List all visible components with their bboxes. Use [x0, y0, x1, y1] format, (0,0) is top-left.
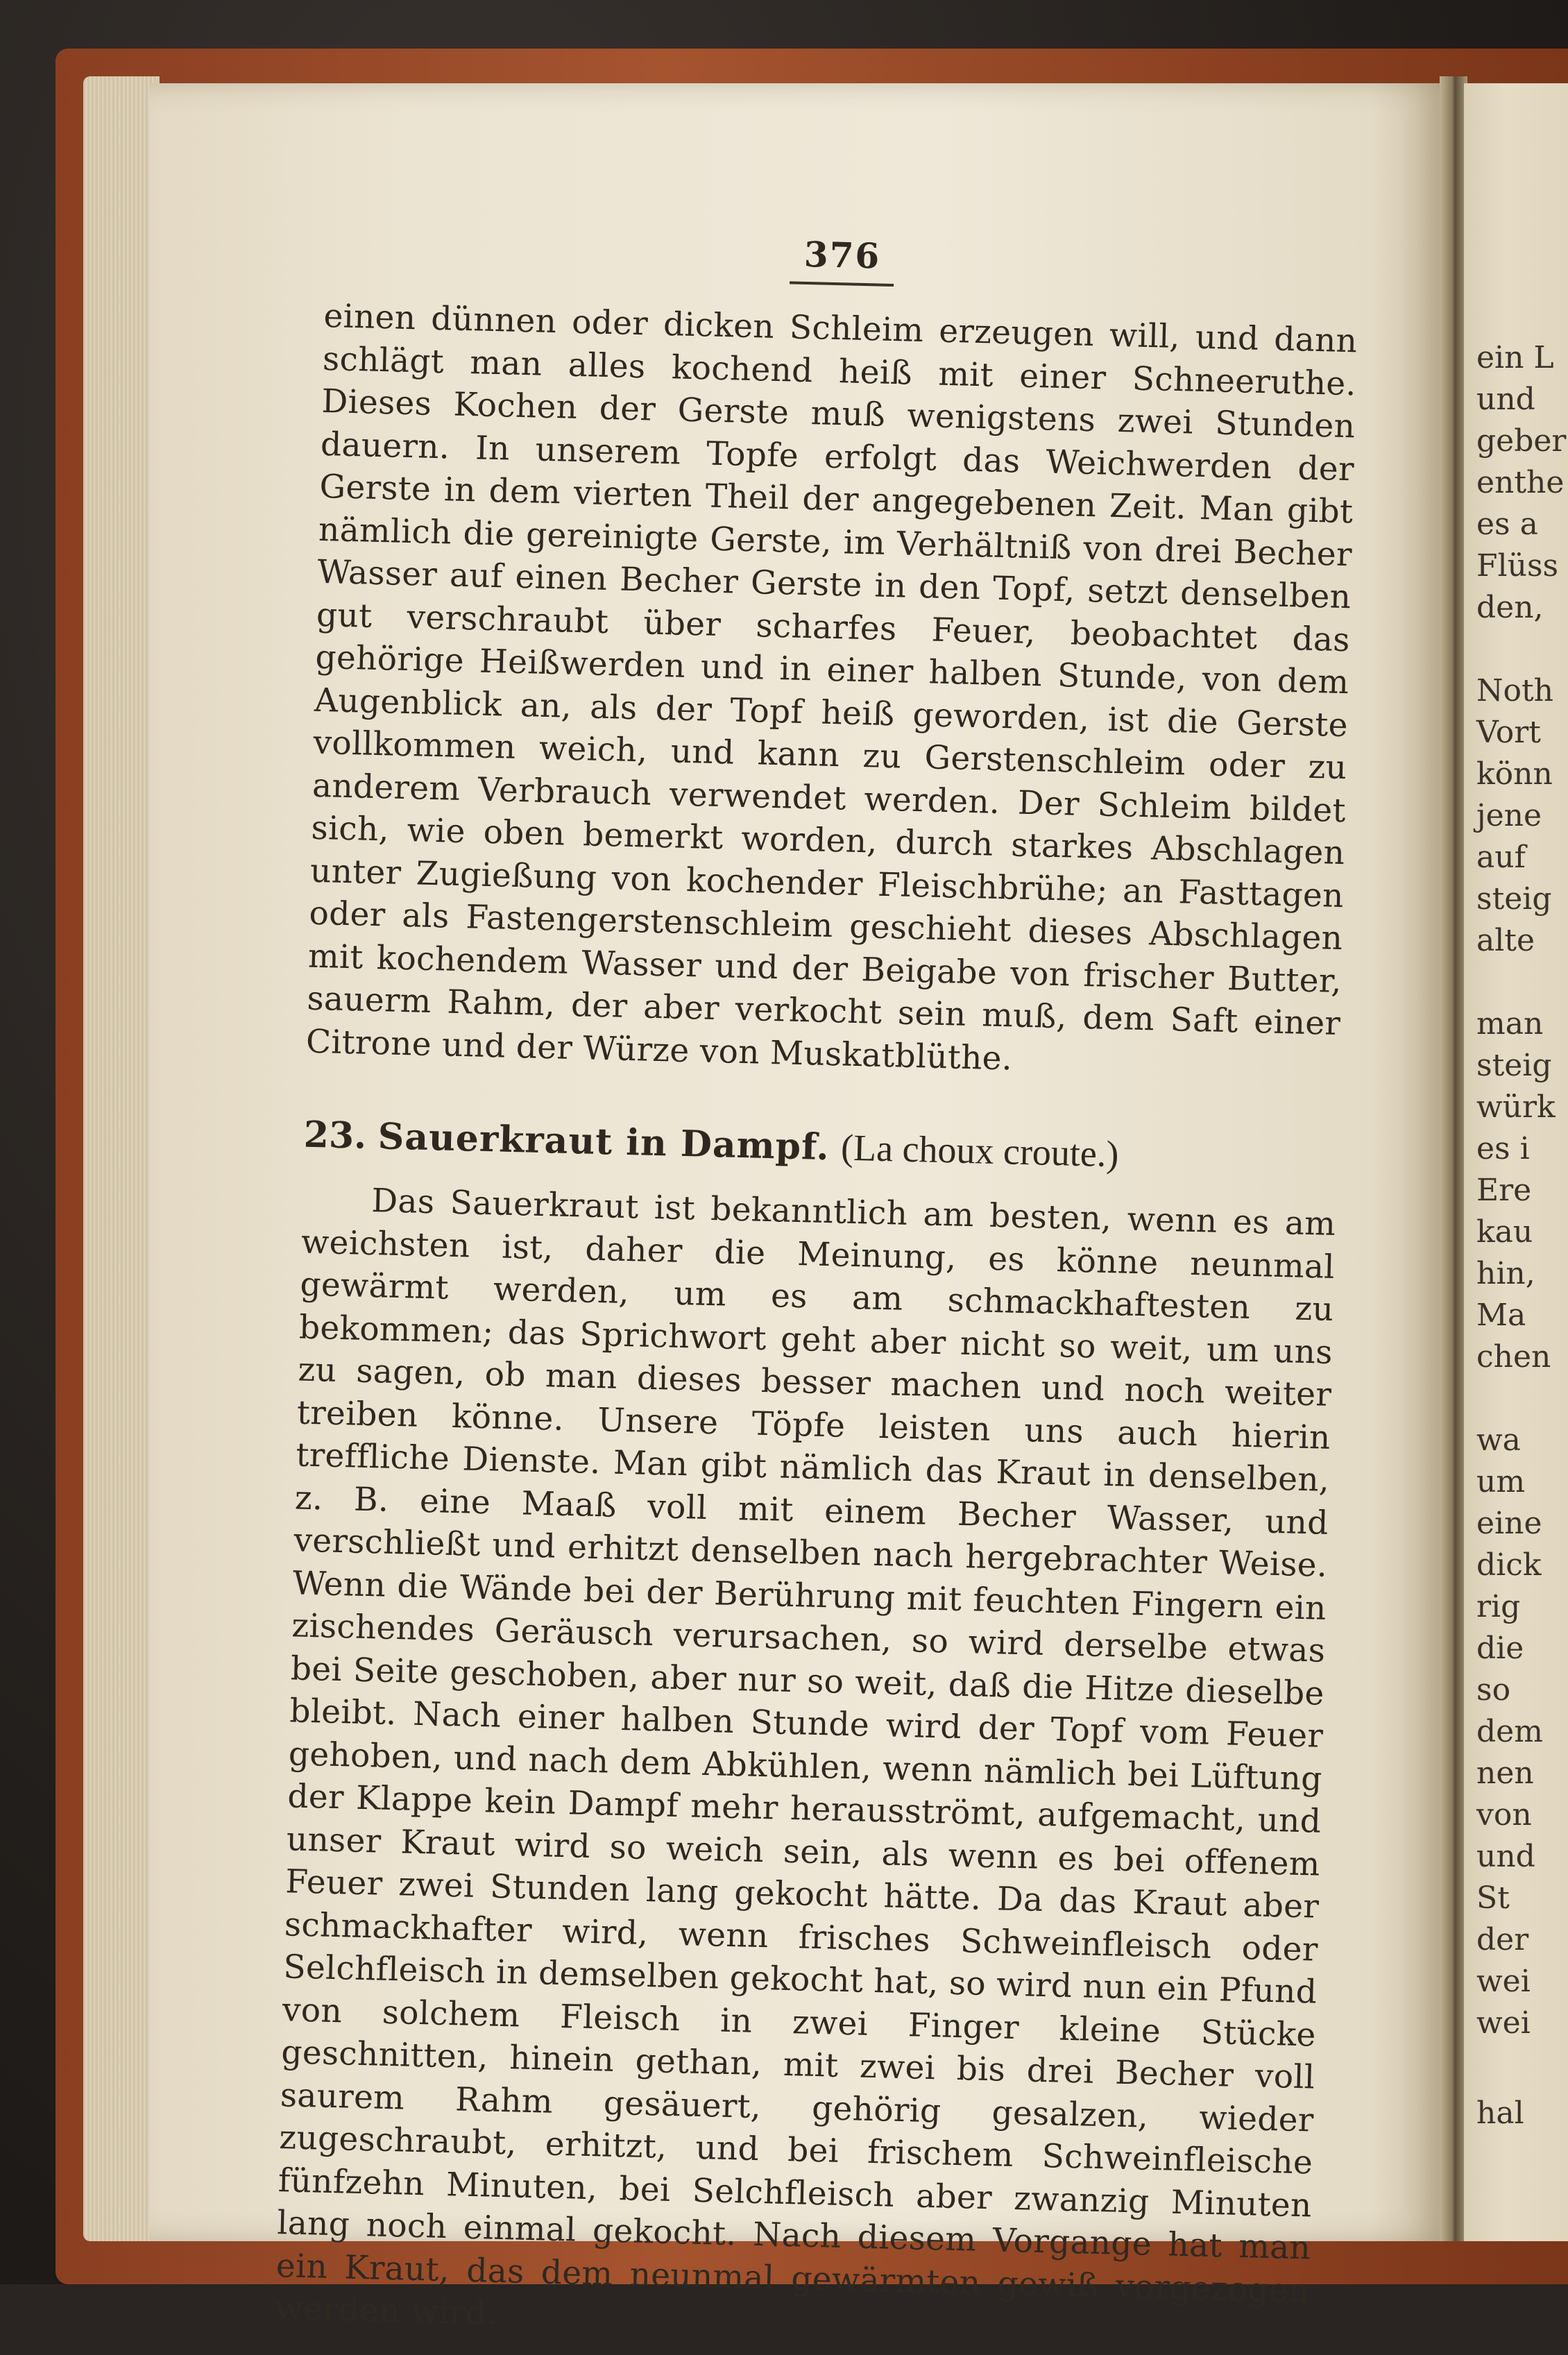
page-content: [275, 222, 1360, 2355]
facing-page-fragment: würk: [1476, 1089, 1556, 1125]
facing-page-fragment: von: [1476, 1797, 1532, 1833]
facing-page-fragment: wei: [1476, 1964, 1531, 1999]
facing-page-fragment: hin,: [1476, 1256, 1535, 1291]
facing-page: [1464, 83, 1568, 2241]
facing-page-fragment: es i: [1476, 1131, 1530, 1166]
facing-page-fragment: und: [1476, 382, 1535, 417]
facing-page-fragment: Noth: [1476, 673, 1554, 708]
facing-page-fragment: Ma: [1476, 1298, 1526, 1333]
facing-page-fragment: eine: [1476, 1506, 1542, 1541]
section-heading: [303, 1113, 1338, 1181]
facing-page-fragment: wei: [1476, 2005, 1531, 2041]
section-french-title: (La choux croute.): [840, 1126, 1120, 1175]
facing-page-fragment: chen: [1476, 1339, 1551, 1375]
facing-page-fragment: nen: [1476, 1755, 1534, 1791]
facing-page-fragment: jene: [1476, 798, 1542, 833]
facing-page-fragment: und: [1476, 1839, 1535, 1874]
page-number: 376: [803, 233, 881, 277]
facing-page-fragment: kau: [1476, 1214, 1533, 1250]
facing-page-fragment: St: [1476, 1880, 1510, 1916]
book-gutter: [1440, 76, 1467, 2241]
header-rule: [790, 281, 894, 287]
facing-page-fragment: auf: [1476, 840, 1526, 875]
body-paragraph: einen dünnen oder dicken Schleim erzeugen will, und dann schlägt man alles kochend heiß mit einer Schneeruthe. Dieses Kochen der Gerste muß wenigstens zwei Stunden dauern. In unserem Topfe erfolgt das Weichwerden der Gerste in dem vierten Theil der angegebenen Zeit. Man gibt nämlich die gereinigte Gerste, im Verhältniß von drei Becher Wasser auf einen Becher Gerste in den Topf, setzt denselben gut verschraubt über scharfes Feuer, beobachtet das gehörige Heißwerden und in einer halben Stunde, von dem Augenblick an, als der Topf heiß geworden, ist die Gerste vollkommen weich, und kann zu Gerstenschleim oder zu anderem Verbrauch verwendet werden. Der Schleim bildet sich, wie oben bemerkt worden, durch starkes Abschlagen unter Zugießung von kochender Fleischbrühe; an Fasttagen oder als Fastengerstenschleim geschieht dieses Abschlagen mit kochendem Wasser und der Beigabe von frischer Butter, sauerm Rahm, der aber verkocht sein muß, dem Saft einer Citrone und der Würze von Muskatblüthe.: [305, 296, 1358, 1078]
facing-page-fragment: alte: [1476, 923, 1535, 958]
body-paragraph: Das Sauerkraut ist bekanntlich am besten, wenn es am weichsten ist, daher die Meinung, es könne neunmal gewärmt werden, um es am schmackhaftesten zu bekommen; das Sprichwort geht aber nicht so weit, um uns zu sagen, ob man dieses besser machen und noch weiter treiben könne. Unsere Töpfe leisten uns auch hierin treffliche Dienste. Man gibt nämlich das Kraut in denselben, z. B. eine Maaß voll mit einem Becher Wasser, und verschließt und erhitzt denselben nach hergebrachter Weise. Wenn die Wände bei der Berührung mit feuchten Fingern ein zischendes Geräusch verursachen, so wird derselbe etwas bei Seite geschoben, aber nur so weit, daß die Hitze dieselbe bleibt. Nach einer halben Stunde wird der Topf vom Feuer gehoben, und nach dem Abkühlen, wenn nämlich bei Lüftung der Klappe kein Dampf mehr herausströmt, aufgemacht, und unser Kraut wird so weich sein, als wenn es bei offenem Feuer zwei Stunden lang gekocht hätte. Da das Kraut aber schmackhafter wird, wenn frisches Schweinfleisch oder Selchfleisch in demselben gekocht hat, so wird nun ein Pfund von solchem Fleisch in zwei Finger kleine Stücke geschnitten, hinein gethan, mit zwei bis drei Becher voll saurem Rahm gesäuert, gehörig gesalzen, wieder zugeschraubt, erhitzt, und bei frischem Schweinfleische fünfzehn Minuten, bei Selchfleisch aber zwanzig Minuten lang noch einmal gekocht. Nach diesem Vorgange hat man ein Kraut, das dem neunmal gewärmten gewiß vorgezogen werden wird.: [274, 1182, 1336, 2333]
facing-page-fragment: die: [1476, 1631, 1524, 1666]
facing-page-fragment: steig: [1476, 1048, 1552, 1083]
page-edges: [83, 76, 160, 2241]
facing-page-fragment: um: [1476, 1464, 1526, 1499]
facing-page-fragment: geber: [1476, 423, 1567, 459]
facing-page-fragment: der: [1476, 1922, 1529, 1957]
facing-page-fragment: hal: [1476, 2095, 1524, 2131]
facing-page-fragment: Flüss: [1476, 548, 1559, 584]
facing-page-fragment: dick: [1476, 1547, 1542, 1583]
facing-page-fragment: steig: [1476, 881, 1552, 917]
section-title: Sauerkraut in Dampf.: [377, 1115, 830, 1169]
facing-page-fragment: den,: [1476, 590, 1544, 625]
facing-page-fragment: wa: [1476, 1422, 1521, 1458]
facing-page-fragment: so: [1476, 1672, 1511, 1708]
section-number: 23.: [303, 1113, 368, 1157]
facing-page-fragment: enthe: [1476, 465, 1565, 500]
facing-page-fragment: rig: [1476, 1589, 1521, 1624]
facing-page-fragment: könn: [1476, 756, 1553, 792]
facing-page-fragment: man: [1476, 1006, 1544, 1042]
facing-page-fragment: ein L: [1476, 340, 1554, 375]
facing-page-fragment: dem: [1476, 1714, 1543, 1749]
facing-page-fragment: es a: [1476, 507, 1538, 542]
facing-page-fragment: Vort: [1476, 715, 1541, 750]
facing-page-fragment: Ere: [1476, 1173, 1532, 1208]
